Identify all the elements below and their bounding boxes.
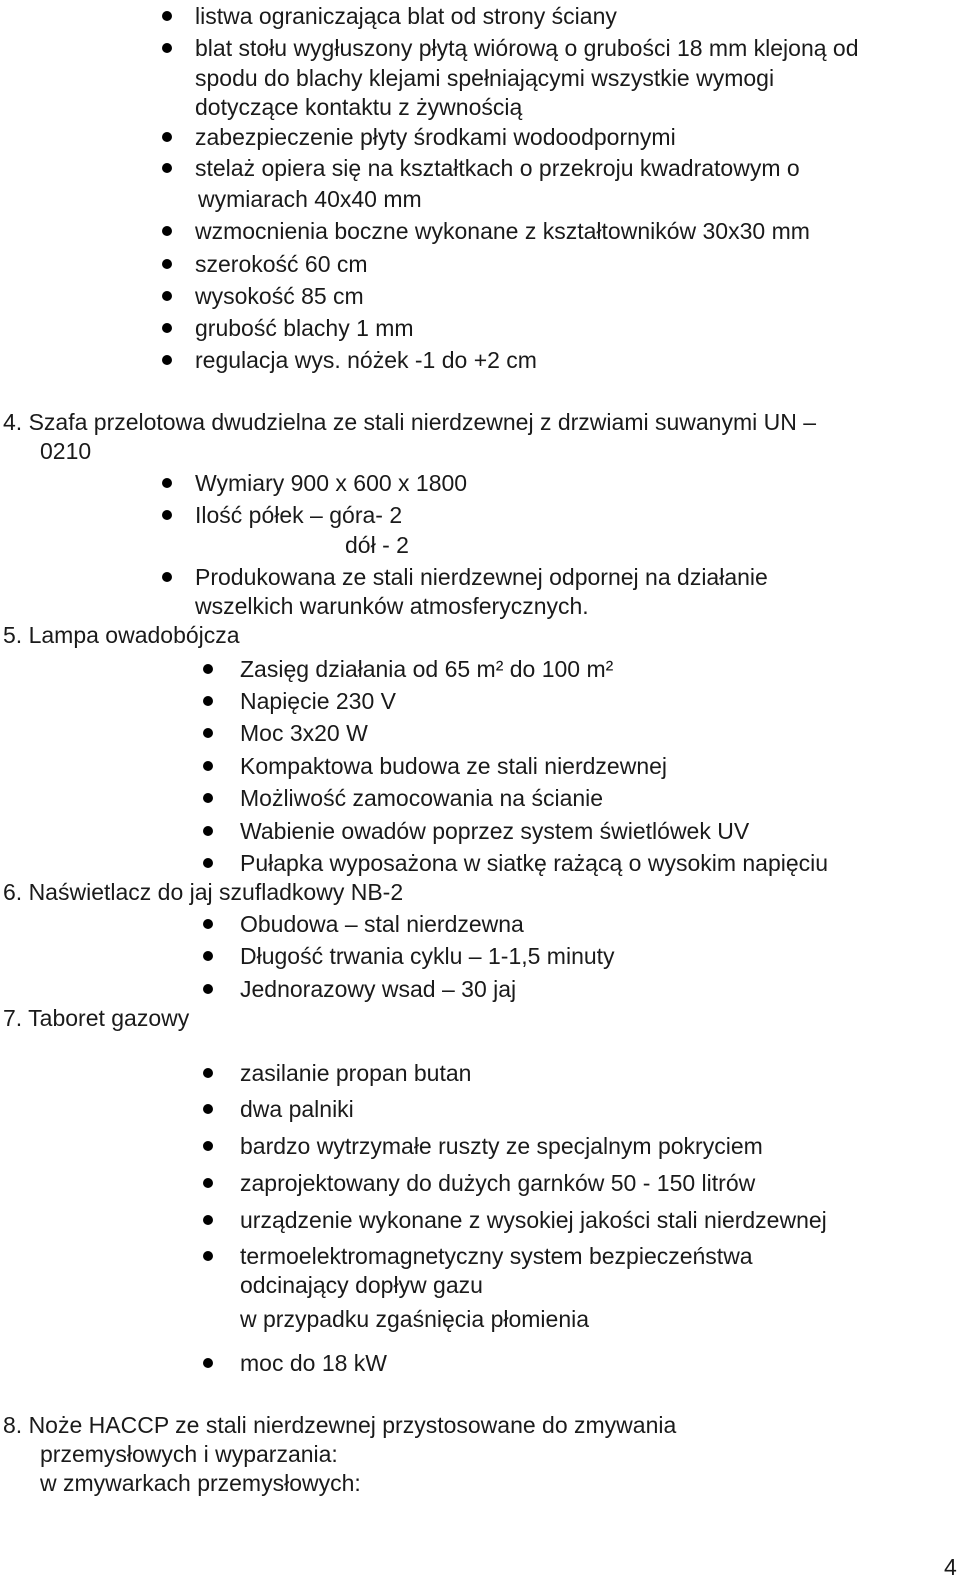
list-item-continuation: spodu do blachy klejami spełniającymi wszystkie wymogi xyxy=(195,65,775,91)
bullet-icon xyxy=(162,43,172,53)
list-item: Zasięg działania od 65 m² do 100 m² xyxy=(240,656,614,682)
list-item: szerokość 60 cm xyxy=(195,251,368,277)
section-heading: 6. Naświetlacz do jaj szufladkowy NB-2 xyxy=(3,879,404,905)
list-item: bardzo wytrzymałe ruszty ze specjalnym pokryciem xyxy=(240,1133,763,1159)
bullet-icon xyxy=(203,1104,213,1114)
bullet-icon xyxy=(203,858,213,868)
section-heading: 4. Szafa przelotowa dwudzielna ze stali nierdzewnej z drzwiami suwanymi UN – xyxy=(3,409,817,435)
bullet-icon xyxy=(203,1251,213,1261)
bullet-icon xyxy=(162,132,172,142)
list-item-continuation: odcinający dopływ gazu xyxy=(240,1272,483,1298)
bullet-icon xyxy=(162,572,172,582)
list-item: termoelektromagnetyczny system bezpieczeństwa xyxy=(240,1243,753,1269)
list-item: Wymiary 900 x 600 x 1800 xyxy=(195,470,468,496)
list-item: wzmocnienia boczne wykonane z kształtowników 30x30 mm xyxy=(195,218,810,244)
bullet-icon xyxy=(203,1068,213,1078)
bullet-icon xyxy=(162,478,172,488)
section-heading: 7. Taboret gazowy xyxy=(3,1005,190,1031)
bullet-icon xyxy=(203,919,213,929)
list-item-continuation: dół - 2 xyxy=(345,532,409,558)
list-item: Wabienie owadów poprzez system świetlówek UV xyxy=(240,818,750,844)
section-heading: 5. Lampa owadobójcza xyxy=(3,622,240,648)
list-item: Moc 3x20 W xyxy=(240,720,368,746)
list-item: grubość blachy 1 mm xyxy=(195,315,414,341)
bullet-icon xyxy=(162,510,172,520)
section-heading-continuation: w zmywarkach przemysłowych: xyxy=(40,1470,361,1496)
bullet-icon xyxy=(162,323,172,333)
bullet-icon xyxy=(203,696,213,706)
bullet-icon xyxy=(203,1178,213,1188)
section-heading-continuation: przemysłowych i wyparzania: xyxy=(40,1441,338,1467)
list-item: regulacja wys. nóżek -1 do +2 cm xyxy=(195,347,537,373)
list-item: Obudowa – stal nierdzewna xyxy=(240,911,524,937)
list-item: Napięcie 230 V xyxy=(240,688,396,714)
list-item: listwa ograniczająca blat od strony ściany xyxy=(195,3,617,29)
list-item: Pułapka wyposażona w siatkę rażącą o wysokim napięciu xyxy=(240,850,829,876)
bullet-icon xyxy=(162,291,172,301)
list-item-continuation: w przypadku zgaśnięcia płomienia xyxy=(240,1306,590,1332)
bullet-icon xyxy=(203,984,213,994)
list-item: Ilość półek – góra- 2 xyxy=(195,502,403,528)
bullet-icon xyxy=(162,11,172,21)
list-item-continuation: dotyczące kontaktu z żywnością xyxy=(195,94,523,120)
bullet-icon xyxy=(162,355,172,365)
section-heading-continuation: 0210 xyxy=(40,438,92,464)
page-number: 4 xyxy=(944,1554,957,1580)
list-item: Możliwość zamocowania na ścianie xyxy=(240,785,604,811)
list-item: blat stołu wygłuszony płytą wiórową o grubości 18 mm klejoną od xyxy=(195,35,859,61)
bullet-icon xyxy=(162,259,172,269)
bullet-icon xyxy=(162,163,172,173)
bullet-icon xyxy=(162,226,172,236)
list-item: Długość trwania cyklu – 1-1,5 minuty xyxy=(240,943,615,969)
list-item-continuation: wymiarach 40x40 mm xyxy=(198,186,422,212)
bullet-icon xyxy=(203,1358,213,1368)
list-item: Kompaktowa budowa ze stali nierdzewnej xyxy=(240,753,668,779)
list-item: moc do 18 kW xyxy=(240,1350,387,1376)
bullet-icon xyxy=(203,728,213,738)
bullet-icon xyxy=(203,1215,213,1225)
list-item: Produkowana ze stali nierdzewnej odpornej na działanie xyxy=(195,564,768,590)
list-item: zabezpieczenie płyty środkami wodoodpornymi xyxy=(195,124,676,150)
list-item: stelaż opiera się na kształtkach o przekroju kwadratowym o xyxy=(195,155,800,181)
list-item: urządzenie wykonane z wysokiej jakości stali nierdzewnej xyxy=(240,1207,827,1233)
list-item: wysokość 85 cm xyxy=(195,283,364,309)
list-item: zasilanie propan butan xyxy=(240,1060,472,1086)
bullet-icon xyxy=(203,951,213,961)
list-item: Jednorazowy wsad – 30 jaj xyxy=(240,976,517,1002)
bullet-icon xyxy=(203,761,213,771)
bullet-icon xyxy=(203,1141,213,1151)
list-item-continuation: wszelkich warunków atmosferycznych. xyxy=(195,593,589,619)
bullet-icon xyxy=(203,826,213,836)
list-item: dwa palniki xyxy=(240,1096,354,1122)
bullet-icon xyxy=(203,793,213,803)
list-item: zaprojektowany do dużych garnków 50 - 150 litrów xyxy=(240,1170,756,1196)
section-heading: 8. Noże HACCP ze stali nierdzewnej przystosowane do zmywania xyxy=(3,1412,677,1438)
bullet-icon xyxy=(203,664,213,674)
